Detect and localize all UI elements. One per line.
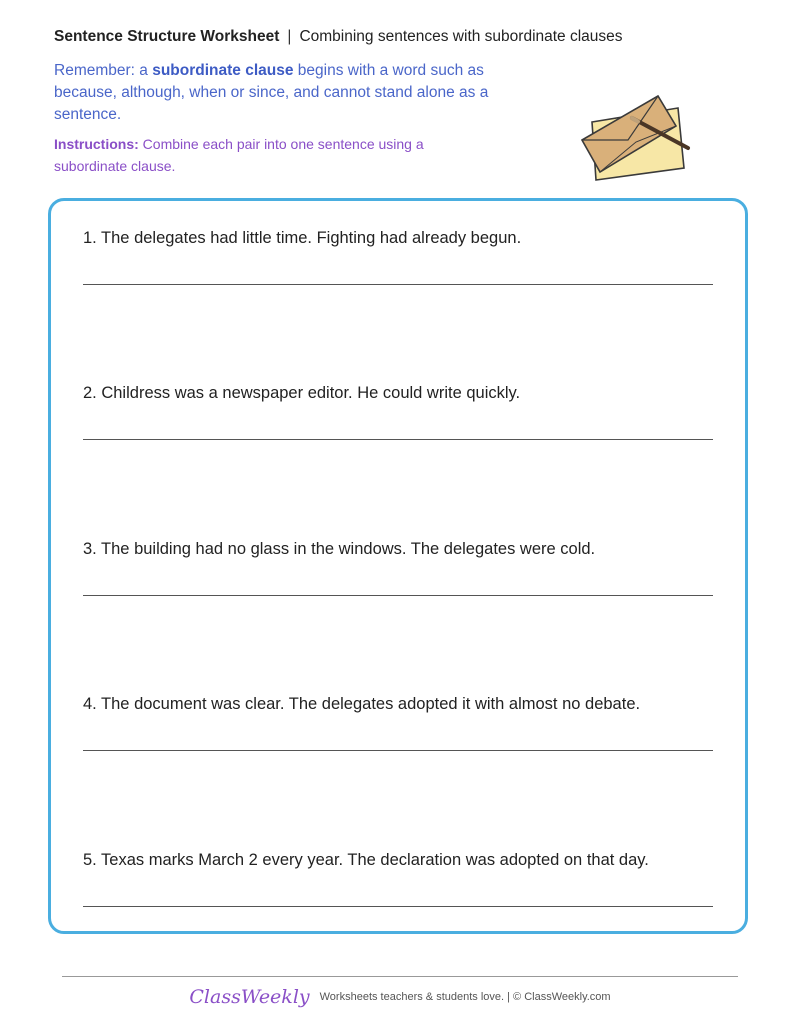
remember-term: subordinate clause bbox=[152, 62, 294, 79]
question-text: 4. The document was clear. The delegates adopted it with almost no debate. bbox=[83, 695, 641, 713]
question-text: 2. Childress was a newspaper editor. He could write quickly. bbox=[83, 384, 521, 402]
instructions-label: Instructions: bbox=[54, 136, 139, 152]
footer bbox=[0, 986, 800, 1008]
question-item bbox=[83, 695, 713, 714]
question-item bbox=[83, 229, 713, 248]
question-item bbox=[83, 384, 713, 403]
instructions-text: Combine each pair into one sentence using a subordinate clause. bbox=[54, 136, 424, 174]
worksheet-title: Sentence Structure Worksheet bbox=[54, 28, 280, 45]
answer-line[interactable] bbox=[83, 750, 713, 751]
question-text: 3. The building had no glass in the windows. The delegates were cold. bbox=[83, 540, 596, 558]
answer-line[interactable] bbox=[83, 439, 713, 440]
worksheet-header bbox=[54, 28, 623, 46]
footer-divider bbox=[62, 976, 738, 977]
answer-line[interactable] bbox=[83, 595, 713, 596]
envelope-and-pen-icon bbox=[578, 92, 693, 184]
question-item bbox=[83, 851, 713, 870]
question-text: 5. Texas marks March 2 every year. The declaration was adopted on that day. bbox=[83, 851, 649, 869]
question-text: 1. The delegates had little time. Fighting had already begun. bbox=[83, 229, 522, 247]
worksheet-subtitle: Combining sentences with subordinate clauses bbox=[299, 28, 623, 45]
footer-tagline: Worksheets teachers & students love. | © ClassWeekly.com bbox=[319, 991, 611, 1003]
questions-box bbox=[48, 198, 748, 934]
header-separator: | bbox=[287, 28, 292, 45]
instructions bbox=[54, 133, 494, 177]
remember-note bbox=[54, 60, 534, 126]
answer-line[interactable] bbox=[83, 906, 713, 907]
remember-suffix: begins with a word such as because, although, when or since, and cannot stand alone as a sentence. bbox=[54, 62, 489, 123]
answer-line[interactable] bbox=[83, 284, 713, 285]
brand-logo: ClassWeekly bbox=[189, 986, 310, 1008]
question-item bbox=[83, 540, 713, 559]
remember-prefix: Remember: a bbox=[54, 62, 153, 79]
